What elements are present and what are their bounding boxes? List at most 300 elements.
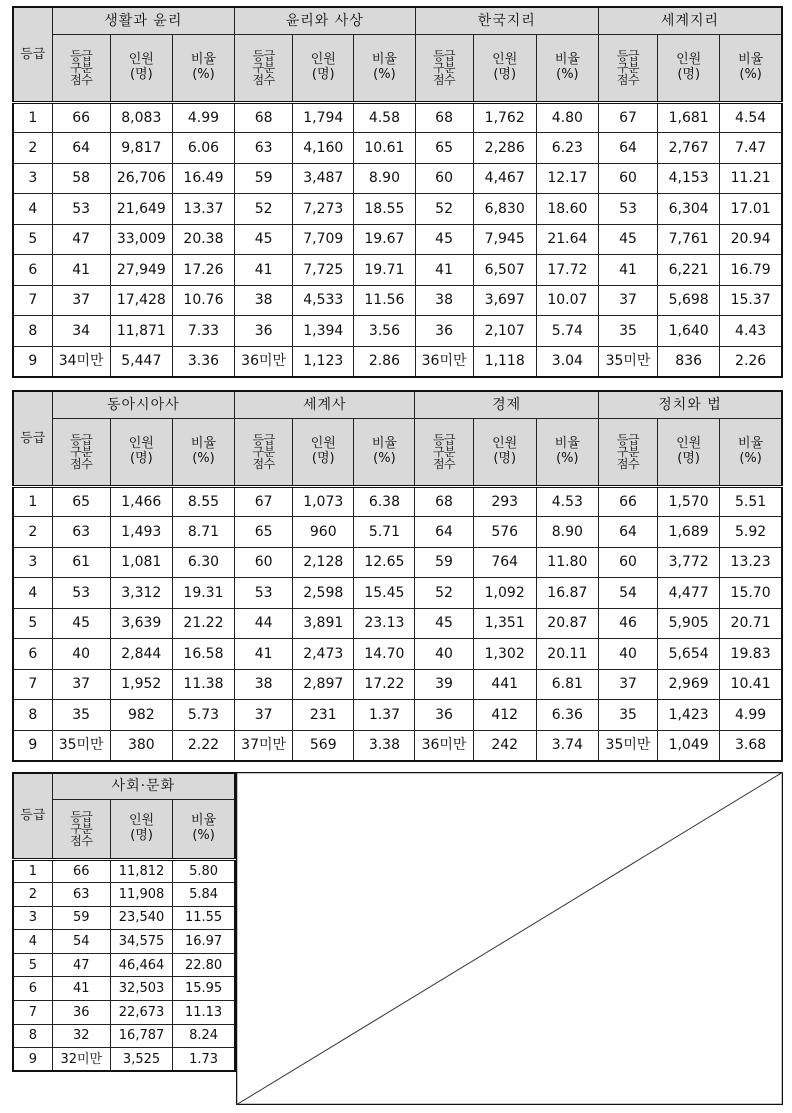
- value-cell: 4,160: [293, 133, 354, 164]
- grade-cell: 3: [13, 163, 52, 194]
- value-cell: 17.72: [536, 255, 598, 286]
- grade-cell: 5: [13, 608, 52, 639]
- table-row: [13, 1001, 235, 1025]
- value-cell: 65: [415, 133, 473, 164]
- grade-cell: 1: [13, 859, 52, 883]
- value-cell: 10.41: [720, 669, 782, 700]
- value-cell: 1,689: [658, 517, 720, 548]
- value-cell: 41: [415, 255, 473, 286]
- table-row: [13, 953, 235, 977]
- value-cell: 21,649: [110, 194, 172, 225]
- count-header: 인원 (명): [110, 418, 172, 486]
- value-cell: 8.71: [172, 517, 234, 548]
- value-cell: 54: [598, 578, 657, 609]
- value-cell: 231: [293, 700, 354, 731]
- value-cell: 64: [598, 133, 657, 164]
- grade-cell: 4: [13, 930, 52, 954]
- value-cell: 37: [52, 669, 110, 700]
- value-cell: 1,123: [293, 346, 354, 377]
- value-cell: 3.56: [354, 316, 415, 347]
- table-row: [13, 316, 782, 347]
- value-cell: 18.55: [354, 194, 415, 225]
- grade-table-block-3: [12, 772, 236, 1072]
- table-row: [13, 977, 235, 1001]
- value-cell: 7,273: [293, 194, 354, 225]
- grade-cell: 9: [13, 1048, 52, 1072]
- value-cell: 36미만: [415, 730, 473, 761]
- subject-header: 한국지리: [415, 7, 598, 34]
- value-cell: 68: [235, 102, 293, 133]
- value-cell: 5.92: [720, 517, 782, 548]
- value-cell: 4.43: [720, 316, 782, 347]
- table-row: [13, 102, 782, 133]
- value-cell: 16.58: [172, 639, 234, 670]
- value-cell: 34미만: [52, 346, 110, 377]
- subject-header: 세계지리: [598, 7, 782, 34]
- table-row: [13, 517, 782, 548]
- grade-cell: 3: [13, 547, 52, 578]
- value-cell: 41: [52, 255, 110, 286]
- grade-table-block-2: [12, 390, 783, 762]
- value-cell: 60: [598, 547, 657, 578]
- value-cell: 68: [415, 102, 473, 133]
- grade-header: 등급: [13, 7, 52, 102]
- value-cell: 36: [415, 316, 473, 347]
- value-cell: 441: [473, 669, 536, 700]
- value-cell: 1,762: [473, 102, 536, 133]
- value-cell: 8.24: [173, 1024, 235, 1048]
- value-cell: 34: [52, 316, 110, 347]
- value-cell: 960: [293, 517, 354, 548]
- value-cell: 7,709: [293, 224, 354, 255]
- grade-cell: 6: [13, 977, 52, 1001]
- value-cell: 6,221: [658, 255, 720, 286]
- table-row: [13, 1024, 235, 1048]
- subject-header: 정치와 법: [598, 391, 782, 418]
- value-cell: 16,787: [110, 1024, 172, 1048]
- cut-score-header: 등급 구분 점수: [235, 34, 293, 102]
- value-cell: 17.26: [172, 255, 234, 286]
- value-cell: 23,540: [110, 906, 172, 930]
- value-cell: 5.71: [354, 517, 415, 548]
- value-cell: 27,949: [110, 255, 172, 286]
- value-cell: 12.17: [536, 163, 598, 194]
- value-cell: 2,598: [293, 578, 354, 609]
- value-cell: 45: [415, 224, 473, 255]
- table-row: [13, 255, 782, 286]
- table-row: [13, 859, 235, 883]
- value-cell: 1,049: [658, 730, 720, 761]
- value-cell: 59: [415, 547, 473, 578]
- value-cell: 35미만: [52, 730, 110, 761]
- value-cell: 13.37: [172, 194, 234, 225]
- value-cell: 41: [235, 639, 293, 670]
- value-cell: 66: [598, 486, 657, 517]
- value-cell: 60: [598, 163, 657, 194]
- value-cell: 1,092: [473, 578, 536, 609]
- value-cell: 45: [598, 224, 657, 255]
- value-cell: 18.60: [536, 194, 598, 225]
- value-cell: 52: [235, 194, 293, 225]
- ratio-header: 비율 (%): [720, 34, 782, 102]
- value-cell: 16.97: [173, 930, 235, 954]
- value-cell: 15.37: [720, 285, 782, 316]
- value-cell: 3,312: [110, 578, 172, 609]
- value-cell: 63: [52, 517, 110, 548]
- grade-cell: 3: [13, 906, 52, 930]
- value-cell: 1.73: [173, 1048, 235, 1072]
- value-cell: 66: [52, 102, 110, 133]
- value-cell: 41: [598, 255, 657, 286]
- value-cell: 32,503: [110, 977, 172, 1001]
- value-cell: 11.21: [720, 163, 782, 194]
- grade-cell: 2: [13, 517, 52, 548]
- value-cell: 41: [235, 255, 293, 286]
- value-cell: 8.90: [354, 163, 415, 194]
- value-cell: 1,493: [110, 517, 172, 548]
- value-cell: 16.87: [536, 578, 598, 609]
- cut-score-header: 등급 구분 점수: [52, 34, 110, 102]
- value-cell: 4.58: [354, 102, 415, 133]
- value-cell: 1,423: [658, 700, 720, 731]
- table-row: [13, 346, 782, 377]
- table-row: [13, 730, 782, 761]
- grade-cell: 2: [13, 133, 52, 164]
- value-cell: 16.49: [172, 163, 234, 194]
- count-header: 인원 (명): [110, 34, 172, 102]
- table-row: [13, 639, 782, 670]
- value-cell: 32미만: [52, 1048, 110, 1072]
- value-cell: 8.90: [536, 517, 598, 548]
- table-row: [13, 930, 235, 954]
- value-cell: 10.61: [354, 133, 415, 164]
- value-cell: 836: [658, 346, 720, 377]
- table-row: [13, 486, 782, 517]
- value-cell: 36: [415, 700, 473, 731]
- value-cell: 13.23: [720, 547, 782, 578]
- subject-header: 윤리와 사상: [235, 7, 415, 34]
- value-cell: 60: [415, 163, 473, 194]
- value-cell: 2,473: [293, 639, 354, 670]
- value-cell: 63: [235, 133, 293, 164]
- value-cell: 5.84: [173, 883, 235, 907]
- value-cell: 1.37: [354, 700, 415, 731]
- value-cell: 11,871: [110, 316, 172, 347]
- value-cell: 9,817: [110, 133, 172, 164]
- value-cell: 46: [598, 608, 657, 639]
- grade-cell: 2: [13, 883, 52, 907]
- value-cell: 47: [52, 953, 110, 977]
- grade-cell: 9: [13, 346, 52, 377]
- value-cell: 59: [235, 163, 293, 194]
- value-cell: 44: [235, 608, 293, 639]
- value-cell: 2,107: [473, 316, 536, 347]
- value-cell: 982: [110, 700, 172, 731]
- value-cell: 39: [415, 669, 473, 700]
- grade-cell: 6: [13, 255, 52, 286]
- value-cell: 7,945: [473, 224, 536, 255]
- ratio-header: 비율 (%): [172, 34, 234, 102]
- grade-cell: 7: [13, 669, 52, 700]
- value-cell: 45: [415, 608, 473, 639]
- table-row: [13, 133, 782, 164]
- value-cell: 61: [52, 547, 110, 578]
- value-cell: 14.70: [354, 639, 415, 670]
- value-cell: 1,681: [658, 102, 720, 133]
- value-cell: 1,640: [658, 316, 720, 347]
- value-cell: 2.26: [720, 346, 782, 377]
- value-cell: 764: [473, 547, 536, 578]
- table-row: [13, 285, 782, 316]
- value-cell: 37: [598, 669, 657, 700]
- value-cell: 35: [52, 700, 110, 731]
- value-cell: 53: [52, 578, 110, 609]
- value-cell: 65: [235, 517, 293, 548]
- value-cell: 15.95: [173, 977, 235, 1001]
- value-cell: 6.36: [536, 700, 598, 731]
- value-cell: 6,830: [473, 194, 536, 225]
- value-cell: 17.01: [720, 194, 782, 225]
- ratio-header: 비율 (%): [536, 418, 598, 486]
- value-cell: 2.22: [172, 730, 234, 761]
- value-cell: 20.11: [536, 639, 598, 670]
- ratio-header: 비율 (%): [172, 418, 234, 486]
- value-cell: 11,908: [110, 883, 172, 907]
- value-cell: 40: [598, 639, 657, 670]
- value-cell: 23.13: [354, 608, 415, 639]
- value-cell: 58: [52, 163, 110, 194]
- table-row: [13, 163, 782, 194]
- value-cell: 32: [52, 1024, 110, 1048]
- value-cell: 54: [52, 930, 110, 954]
- value-cell: 36: [52, 1001, 110, 1025]
- value-cell: 4,533: [293, 285, 354, 316]
- table-row: [13, 224, 782, 255]
- grade-rows: [13, 859, 235, 1071]
- value-cell: 1,952: [110, 669, 172, 700]
- cut-score-header: 등급 구분 점수: [415, 34, 473, 102]
- value-cell: 37: [598, 285, 657, 316]
- value-cell: 3.36: [172, 346, 234, 377]
- table-row: [13, 1048, 235, 1072]
- value-cell: 4.53: [536, 486, 598, 517]
- value-cell: 40: [415, 639, 473, 670]
- value-cell: 3.04: [536, 346, 598, 377]
- value-cell: 1,302: [473, 639, 536, 670]
- count-header: 인원 (명): [658, 418, 720, 486]
- value-cell: 4.54: [720, 102, 782, 133]
- subject-header: 생활과 윤리: [52, 7, 234, 34]
- value-cell: 1,073: [293, 486, 354, 517]
- value-cell: 11.55: [173, 906, 235, 930]
- value-cell: 40: [52, 639, 110, 670]
- value-cell: 4,467: [473, 163, 536, 194]
- value-cell: 68: [415, 486, 473, 517]
- value-cell: 38: [235, 669, 293, 700]
- value-cell: 53: [235, 578, 293, 609]
- value-cell: 11.80: [536, 547, 598, 578]
- value-cell: 10.76: [172, 285, 234, 316]
- value-cell: 1,570: [658, 486, 720, 517]
- value-cell: 59: [52, 906, 110, 930]
- value-cell: 5.73: [172, 700, 234, 731]
- value-cell: 1,794: [293, 102, 354, 133]
- ratio-header: 비율 (%): [354, 34, 415, 102]
- grade-cell: 1: [13, 486, 52, 517]
- value-cell: 15.45: [354, 578, 415, 609]
- value-cell: 38: [235, 285, 293, 316]
- value-cell: 1,466: [110, 486, 172, 517]
- cut-score-header: 등급 구분 점수: [598, 34, 657, 102]
- value-cell: 2,897: [293, 669, 354, 700]
- value-cell: 63: [52, 883, 110, 907]
- value-cell: 5.51: [720, 486, 782, 517]
- grade-cell: 4: [13, 194, 52, 225]
- grade-cell: 8: [13, 1024, 52, 1048]
- value-cell: 412: [473, 700, 536, 731]
- value-cell: 3.74: [536, 730, 598, 761]
- grade-table-block-1: [12, 6, 783, 378]
- count-header: 인원 (명): [658, 34, 720, 102]
- value-cell: 67: [235, 486, 293, 517]
- value-cell: 19.71: [354, 255, 415, 286]
- count-header: 인원 (명): [473, 418, 536, 486]
- table-row: [13, 669, 782, 700]
- value-cell: 35미만: [598, 730, 657, 761]
- value-cell: 11,812: [110, 859, 172, 883]
- value-cell: 3,697: [473, 285, 536, 316]
- value-cell: 242: [473, 730, 536, 761]
- value-cell: 380: [110, 730, 172, 761]
- value-cell: 16.79: [720, 255, 782, 286]
- value-cell: 64: [415, 517, 473, 548]
- value-cell: 1,394: [293, 316, 354, 347]
- value-cell: 3.68: [720, 730, 782, 761]
- value-cell: 12.65: [354, 547, 415, 578]
- grade-rows: [13, 486, 782, 761]
- value-cell: 3,891: [293, 608, 354, 639]
- value-cell: 4.99: [172, 102, 234, 133]
- value-cell: 5.74: [536, 316, 598, 347]
- table-row: [13, 547, 782, 578]
- value-cell: 3,525: [110, 1048, 172, 1072]
- subject-header: 세계사: [235, 391, 415, 418]
- value-cell: 6.30: [172, 547, 234, 578]
- value-cell: 35: [598, 700, 657, 731]
- table-row: [13, 906, 235, 930]
- value-cell: 36미만: [415, 346, 473, 377]
- cut-score-header: 등급 구분 점수: [52, 799, 110, 859]
- value-cell: 20.87: [536, 608, 598, 639]
- grade-cell: 8: [13, 700, 52, 731]
- subject-header: 경제: [415, 391, 598, 418]
- value-cell: 5.80: [173, 859, 235, 883]
- value-cell: 53: [52, 194, 110, 225]
- cut-score-header: 등급 구분 점수: [52, 418, 110, 486]
- grade-cell: 6: [13, 639, 52, 670]
- value-cell: 8,083: [110, 102, 172, 133]
- grade-header: 등급: [13, 391, 52, 486]
- cut-score-header: 등급 구분 점수: [415, 418, 473, 486]
- grade-header: 등급: [13, 773, 52, 859]
- value-cell: 2,969: [658, 669, 720, 700]
- value-cell: 26,706: [110, 163, 172, 194]
- value-cell: 20.71: [720, 608, 782, 639]
- value-cell: 6,507: [473, 255, 536, 286]
- value-cell: 21.22: [172, 608, 234, 639]
- value-cell: 2,286: [473, 133, 536, 164]
- value-cell: 41: [52, 977, 110, 1001]
- value-cell: 8.55: [172, 486, 234, 517]
- table-row: [13, 700, 782, 731]
- value-cell: 2,844: [110, 639, 172, 670]
- value-cell: 7.47: [720, 133, 782, 164]
- value-cell: 1,081: [110, 547, 172, 578]
- value-cell: 4.99: [720, 700, 782, 731]
- value-cell: 52: [415, 194, 473, 225]
- value-cell: 17,428: [110, 285, 172, 316]
- value-cell: 1,351: [473, 608, 536, 639]
- grade-cell: 7: [13, 1001, 52, 1025]
- value-cell: 2.86: [354, 346, 415, 377]
- value-cell: 3,772: [658, 547, 720, 578]
- value-cell: 5,654: [658, 639, 720, 670]
- table-row: [13, 883, 235, 907]
- value-cell: 37: [235, 700, 293, 731]
- value-cell: 5,698: [658, 285, 720, 316]
- value-cell: 37미만: [235, 730, 293, 761]
- value-cell: 19.67: [354, 224, 415, 255]
- ratio-header: 비율 (%): [720, 418, 782, 486]
- value-cell: 6.81: [536, 669, 598, 700]
- value-cell: 10.07: [536, 285, 598, 316]
- table-row: [13, 578, 782, 609]
- value-cell: 35: [598, 316, 657, 347]
- value-cell: 6.23: [536, 133, 598, 164]
- value-cell: 36미만: [235, 346, 293, 377]
- value-cell: 7,761: [658, 224, 720, 255]
- value-cell: 2,128: [293, 547, 354, 578]
- grade-cell: 4: [13, 578, 52, 609]
- value-cell: 22.80: [173, 953, 235, 977]
- count-header: 인원 (명): [293, 34, 354, 102]
- value-cell: 17.22: [354, 669, 415, 700]
- value-cell: 3.38: [354, 730, 415, 761]
- value-cell: 20.94: [720, 224, 782, 255]
- subject-header: 동아시아사: [52, 391, 234, 418]
- value-cell: 6.06: [172, 133, 234, 164]
- value-cell: 11.56: [354, 285, 415, 316]
- grade-cell: 7: [13, 285, 52, 316]
- table-row: [13, 194, 782, 225]
- value-cell: 293: [473, 486, 536, 517]
- value-cell: 11.13: [173, 1001, 235, 1025]
- value-cell: 67: [598, 102, 657, 133]
- value-cell: 19.31: [172, 578, 234, 609]
- grade-rows: [13, 102, 782, 377]
- value-cell: 4,477: [658, 578, 720, 609]
- value-cell: 15.70: [720, 578, 782, 609]
- value-cell: 21.64: [536, 224, 598, 255]
- value-cell: 38: [415, 285, 473, 316]
- value-cell: 4.80: [536, 102, 598, 133]
- value-cell: 45: [235, 224, 293, 255]
- value-cell: 22,673: [110, 1001, 172, 1025]
- value-cell: 36: [235, 316, 293, 347]
- value-cell: 45: [52, 608, 110, 639]
- empty-area-diagonal: [236, 772, 783, 1105]
- cut-score-header: 등급 구분 점수: [235, 418, 293, 486]
